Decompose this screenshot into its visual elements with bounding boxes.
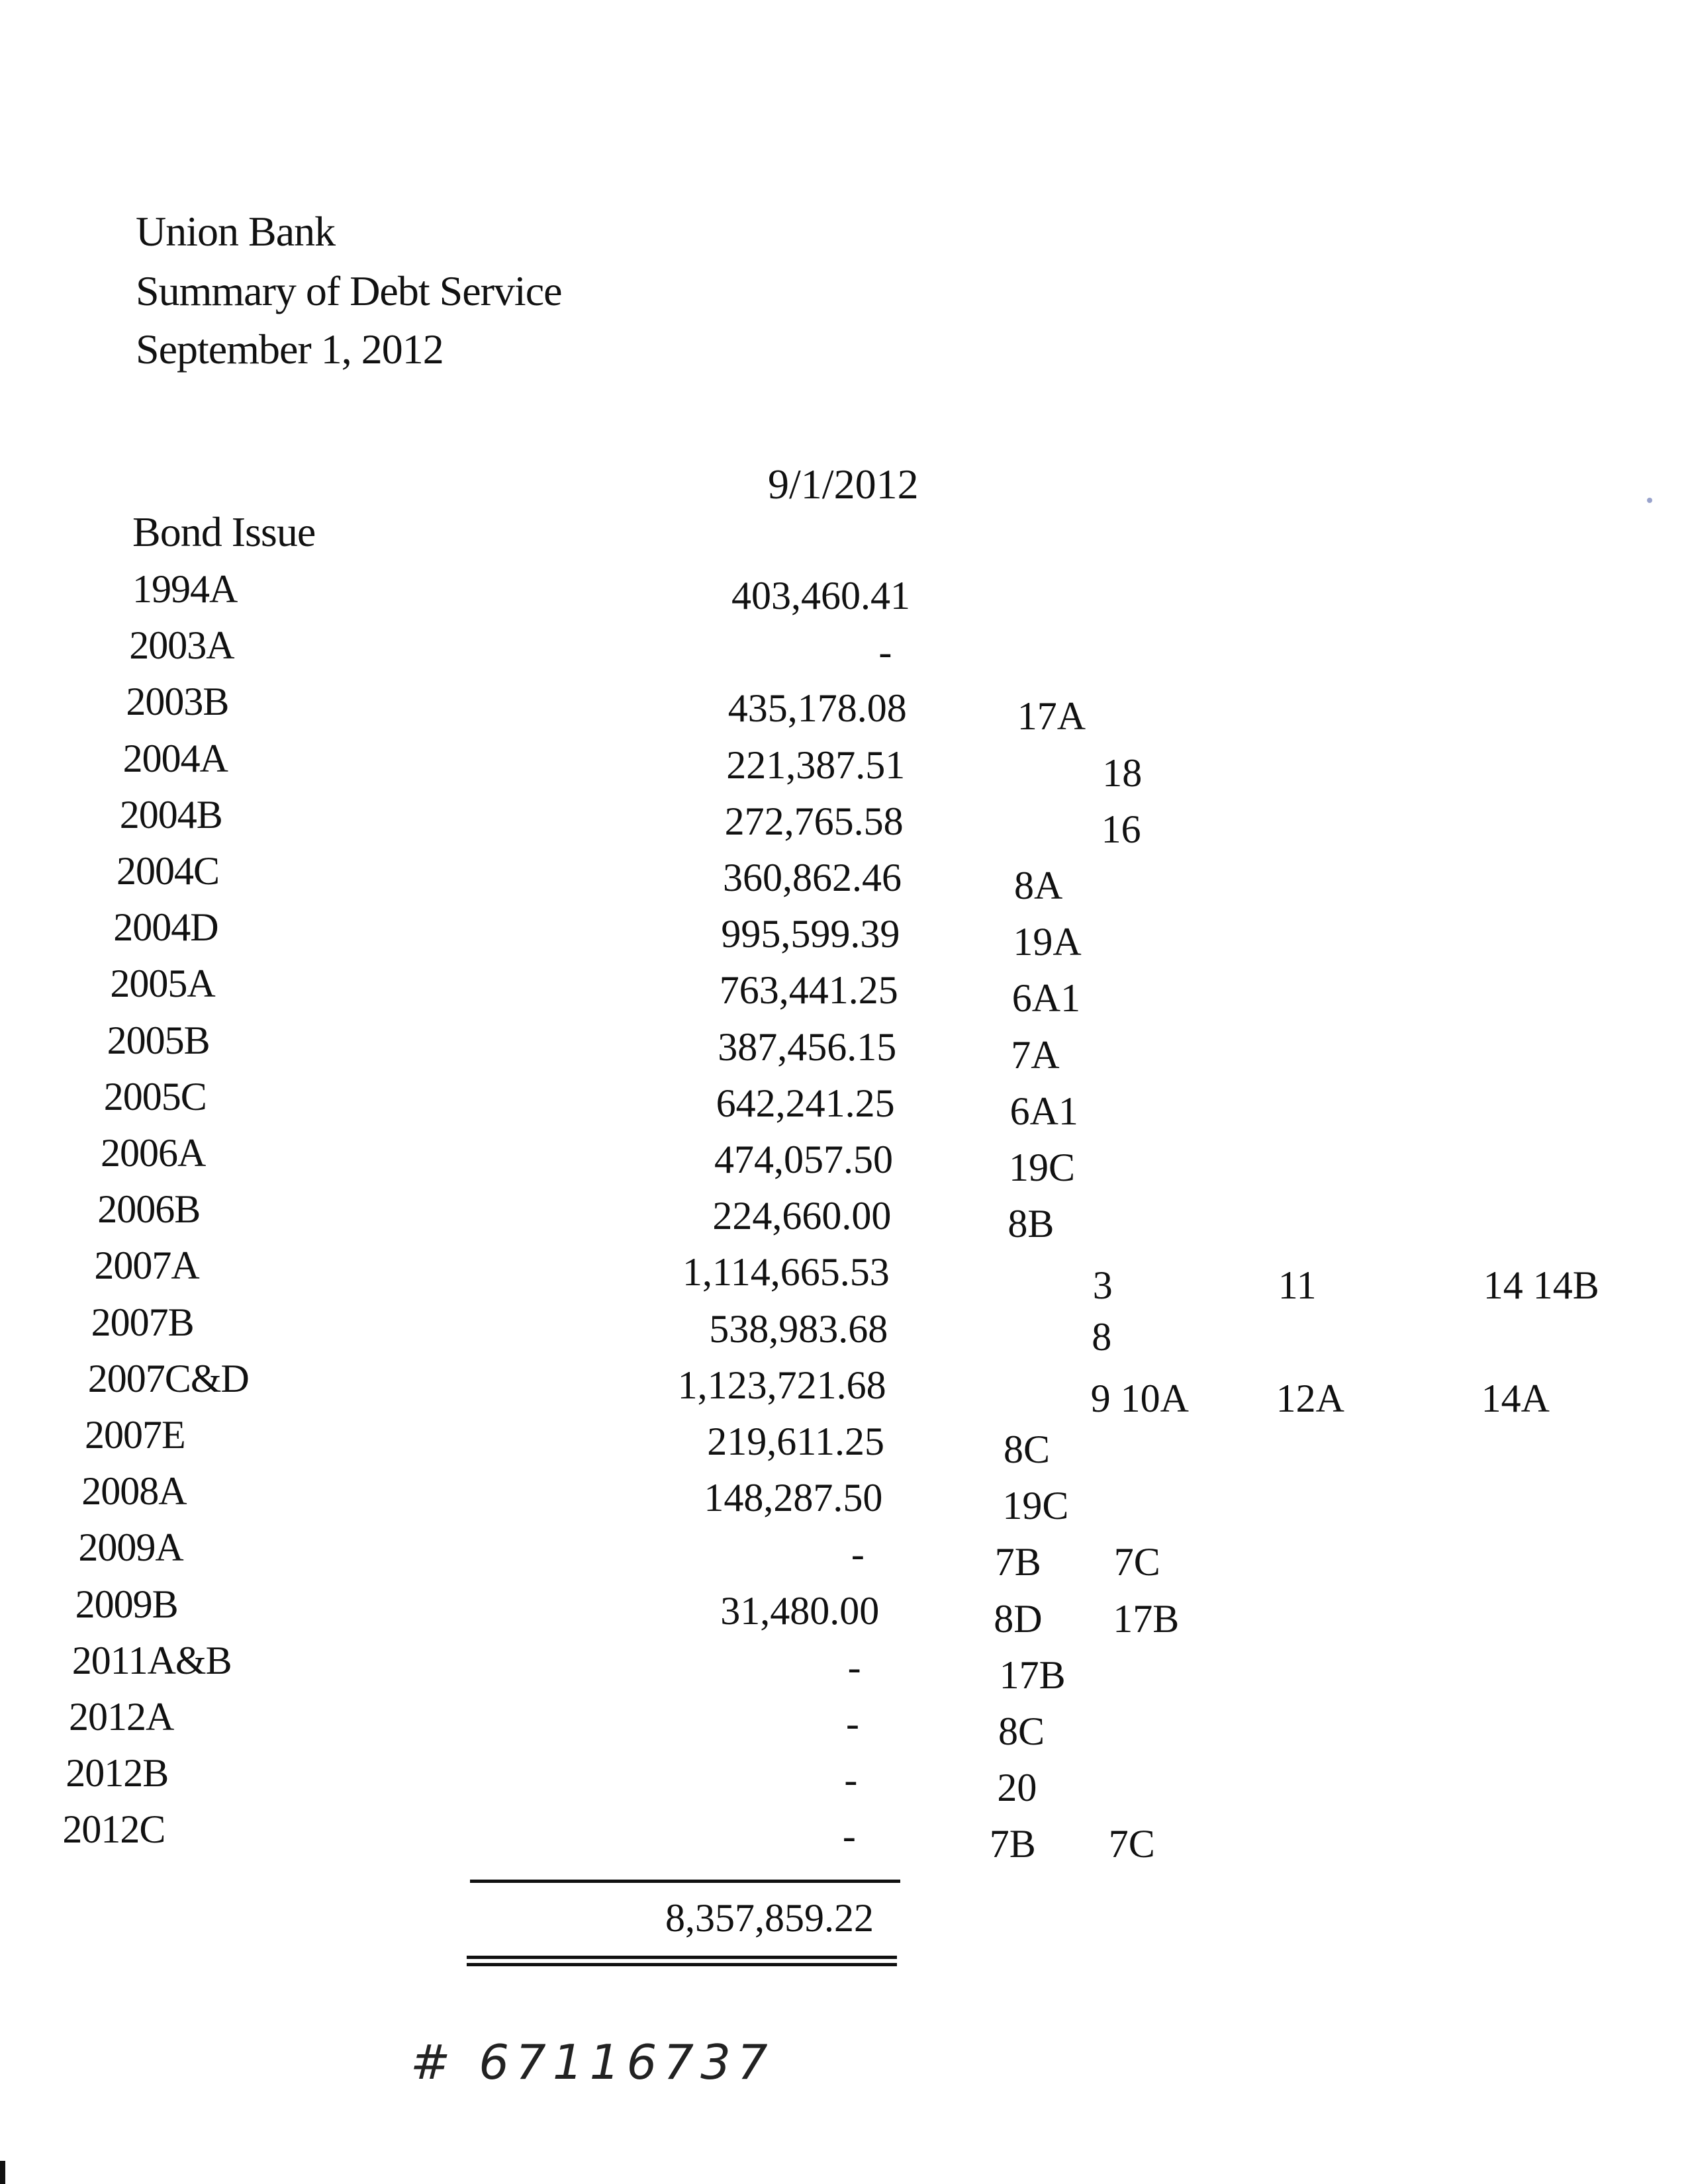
reference-code: 8A bbox=[1014, 864, 1063, 907]
reference-code: 7B bbox=[989, 1822, 1036, 1866]
reference-code: 19C bbox=[1002, 1484, 1069, 1528]
debt-service-amount: 148,287.50 bbox=[704, 1476, 883, 1520]
debt-service-amount: - bbox=[842, 1814, 856, 1858]
debt-service-amount: 360,862.46 bbox=[723, 856, 902, 899]
bond-issue-label: 2012B bbox=[66, 1751, 169, 1796]
total-double-rule-top bbox=[467, 1956, 897, 1959]
reference-code: 17B bbox=[999, 1653, 1066, 1697]
bond-issue-label: 2003B bbox=[126, 680, 229, 724]
debt-service-amount: 224,660.00 bbox=[712, 1194, 892, 1238]
bond-issue-label: 2005C bbox=[103, 1074, 207, 1118]
bond-issue-label: 2007E bbox=[85, 1413, 185, 1457]
debt-service-amount: 642,241.25 bbox=[716, 1081, 895, 1125]
bond-issue-label: 2004C bbox=[117, 849, 220, 893]
debt-service-amount: 1,123,721.68 bbox=[677, 1363, 886, 1407]
debt-service-amount: - bbox=[851, 1532, 865, 1576]
reference-code: 6A1 bbox=[1011, 976, 1081, 1021]
debt-service-amount: 538,983.68 bbox=[709, 1306, 888, 1351]
reference-code: 16 bbox=[1101, 807, 1141, 851]
bond-issue-label: 2008A bbox=[81, 1469, 187, 1514]
debt-service-amount: - bbox=[847, 1645, 861, 1689]
reference-code: 7A bbox=[1011, 1032, 1060, 1077]
reference-code: 12A bbox=[1276, 1376, 1344, 1420]
bond-issue-label: 2006A bbox=[101, 1131, 206, 1175]
reference-code: 17A bbox=[1017, 694, 1086, 739]
bond-issue-label: 2004D bbox=[113, 905, 218, 950]
amount-column-heading: 9/1/2012 bbox=[768, 461, 919, 508]
bond-issue-label: 2009A bbox=[78, 1525, 183, 1570]
debt-service-amount: 763,441.25 bbox=[719, 968, 898, 1013]
reference-code: 20 bbox=[997, 1766, 1037, 1810]
debt-service-amount: - bbox=[846, 1702, 859, 1745]
debt-service-amount: 435,178.08 bbox=[727, 686, 907, 731]
reference-code: 18 bbox=[1102, 751, 1143, 795]
reference-code: 8C bbox=[998, 1709, 1045, 1753]
debt-service-amount: - bbox=[844, 1758, 858, 1802]
reference-code: 8D bbox=[994, 1596, 1043, 1641]
total-amount: 8,357,859.22 bbox=[665, 1896, 874, 1940]
reference-code: 14 14B bbox=[1483, 1263, 1599, 1308]
bond-issue-label: 2006B bbox=[97, 1187, 201, 1232]
reference-code: 8B bbox=[1008, 1202, 1055, 1246]
bond-issue-label: 2011A&B bbox=[71, 1638, 232, 1682]
subtotal-rule bbox=[470, 1880, 900, 1883]
bond-issue-label: 2005B bbox=[107, 1018, 210, 1062]
bond-issue-label: 2007A bbox=[94, 1244, 199, 1288]
scan-edge-mark bbox=[0, 2161, 5, 2184]
debt-service-amount: 1,114,665.53 bbox=[682, 1250, 890, 1295]
reference-code: 8C bbox=[1004, 1428, 1051, 1471]
bond-issue-label: 2004A bbox=[122, 736, 228, 780]
reference-code: 19C bbox=[1009, 1146, 1076, 1189]
document-title: Summary of Debt Service bbox=[136, 267, 562, 314]
debt-service-amount: 221,387.51 bbox=[726, 743, 906, 787]
bond-issue-label: 2007B bbox=[91, 1300, 194, 1344]
pen-speck bbox=[1647, 498, 1652, 503]
bond-issue-label: 2012A bbox=[69, 1695, 174, 1739]
bond-issue-label: 2005A bbox=[110, 962, 215, 1006]
bond-issue-label: 2007C&D bbox=[87, 1356, 249, 1400]
bond-issue-label: 2004B bbox=[119, 792, 222, 837]
bond-issue-label: 2012C bbox=[62, 1807, 165, 1852]
bond-issue-label: 2003A bbox=[129, 623, 234, 668]
bond-issue-label: 2009B bbox=[75, 1582, 178, 1626]
reference-code: 19A bbox=[1013, 920, 1082, 964]
reference-code: 7B bbox=[994, 1540, 1041, 1584]
debt-service-amount: 219,611.25 bbox=[707, 1420, 884, 1463]
document-date: September 1, 2012 bbox=[136, 326, 444, 373]
debt-service-amount: 995,599.39 bbox=[721, 912, 900, 956]
debt-service-amount: 272,765.58 bbox=[724, 799, 904, 843]
reference-code: 3 bbox=[1092, 1263, 1113, 1308]
reference-code: 8 bbox=[1092, 1314, 1112, 1359]
reference-code: 11 bbox=[1278, 1263, 1317, 1308]
reference-code: 7C bbox=[1113, 1540, 1160, 1584]
reference-code: 9 10A bbox=[1090, 1376, 1189, 1420]
debt-service-amount: 403,460.41 bbox=[731, 574, 910, 617]
reference-code: 17B bbox=[1113, 1596, 1180, 1641]
institution-name: Union Bank bbox=[136, 208, 336, 255]
reference-code: 7C bbox=[1108, 1822, 1155, 1866]
debt-service-amount: 474,057.50 bbox=[714, 1138, 893, 1181]
bond-issue-label: 1994A bbox=[132, 567, 238, 611]
total-double-rule-bottom bbox=[467, 1963, 897, 1966]
handwritten-reference-number: # 67116737 bbox=[410, 2034, 774, 2090]
debt-service-amount: - bbox=[878, 630, 892, 674]
bond-issue-heading: Bond Issue bbox=[132, 508, 316, 555]
reference-code: 14A bbox=[1481, 1376, 1550, 1420]
debt-service-amount: 31,480.00 bbox=[720, 1588, 880, 1633]
reference-code: 6A1 bbox=[1009, 1089, 1078, 1133]
debt-service-amount: 387,456.15 bbox=[718, 1024, 897, 1069]
